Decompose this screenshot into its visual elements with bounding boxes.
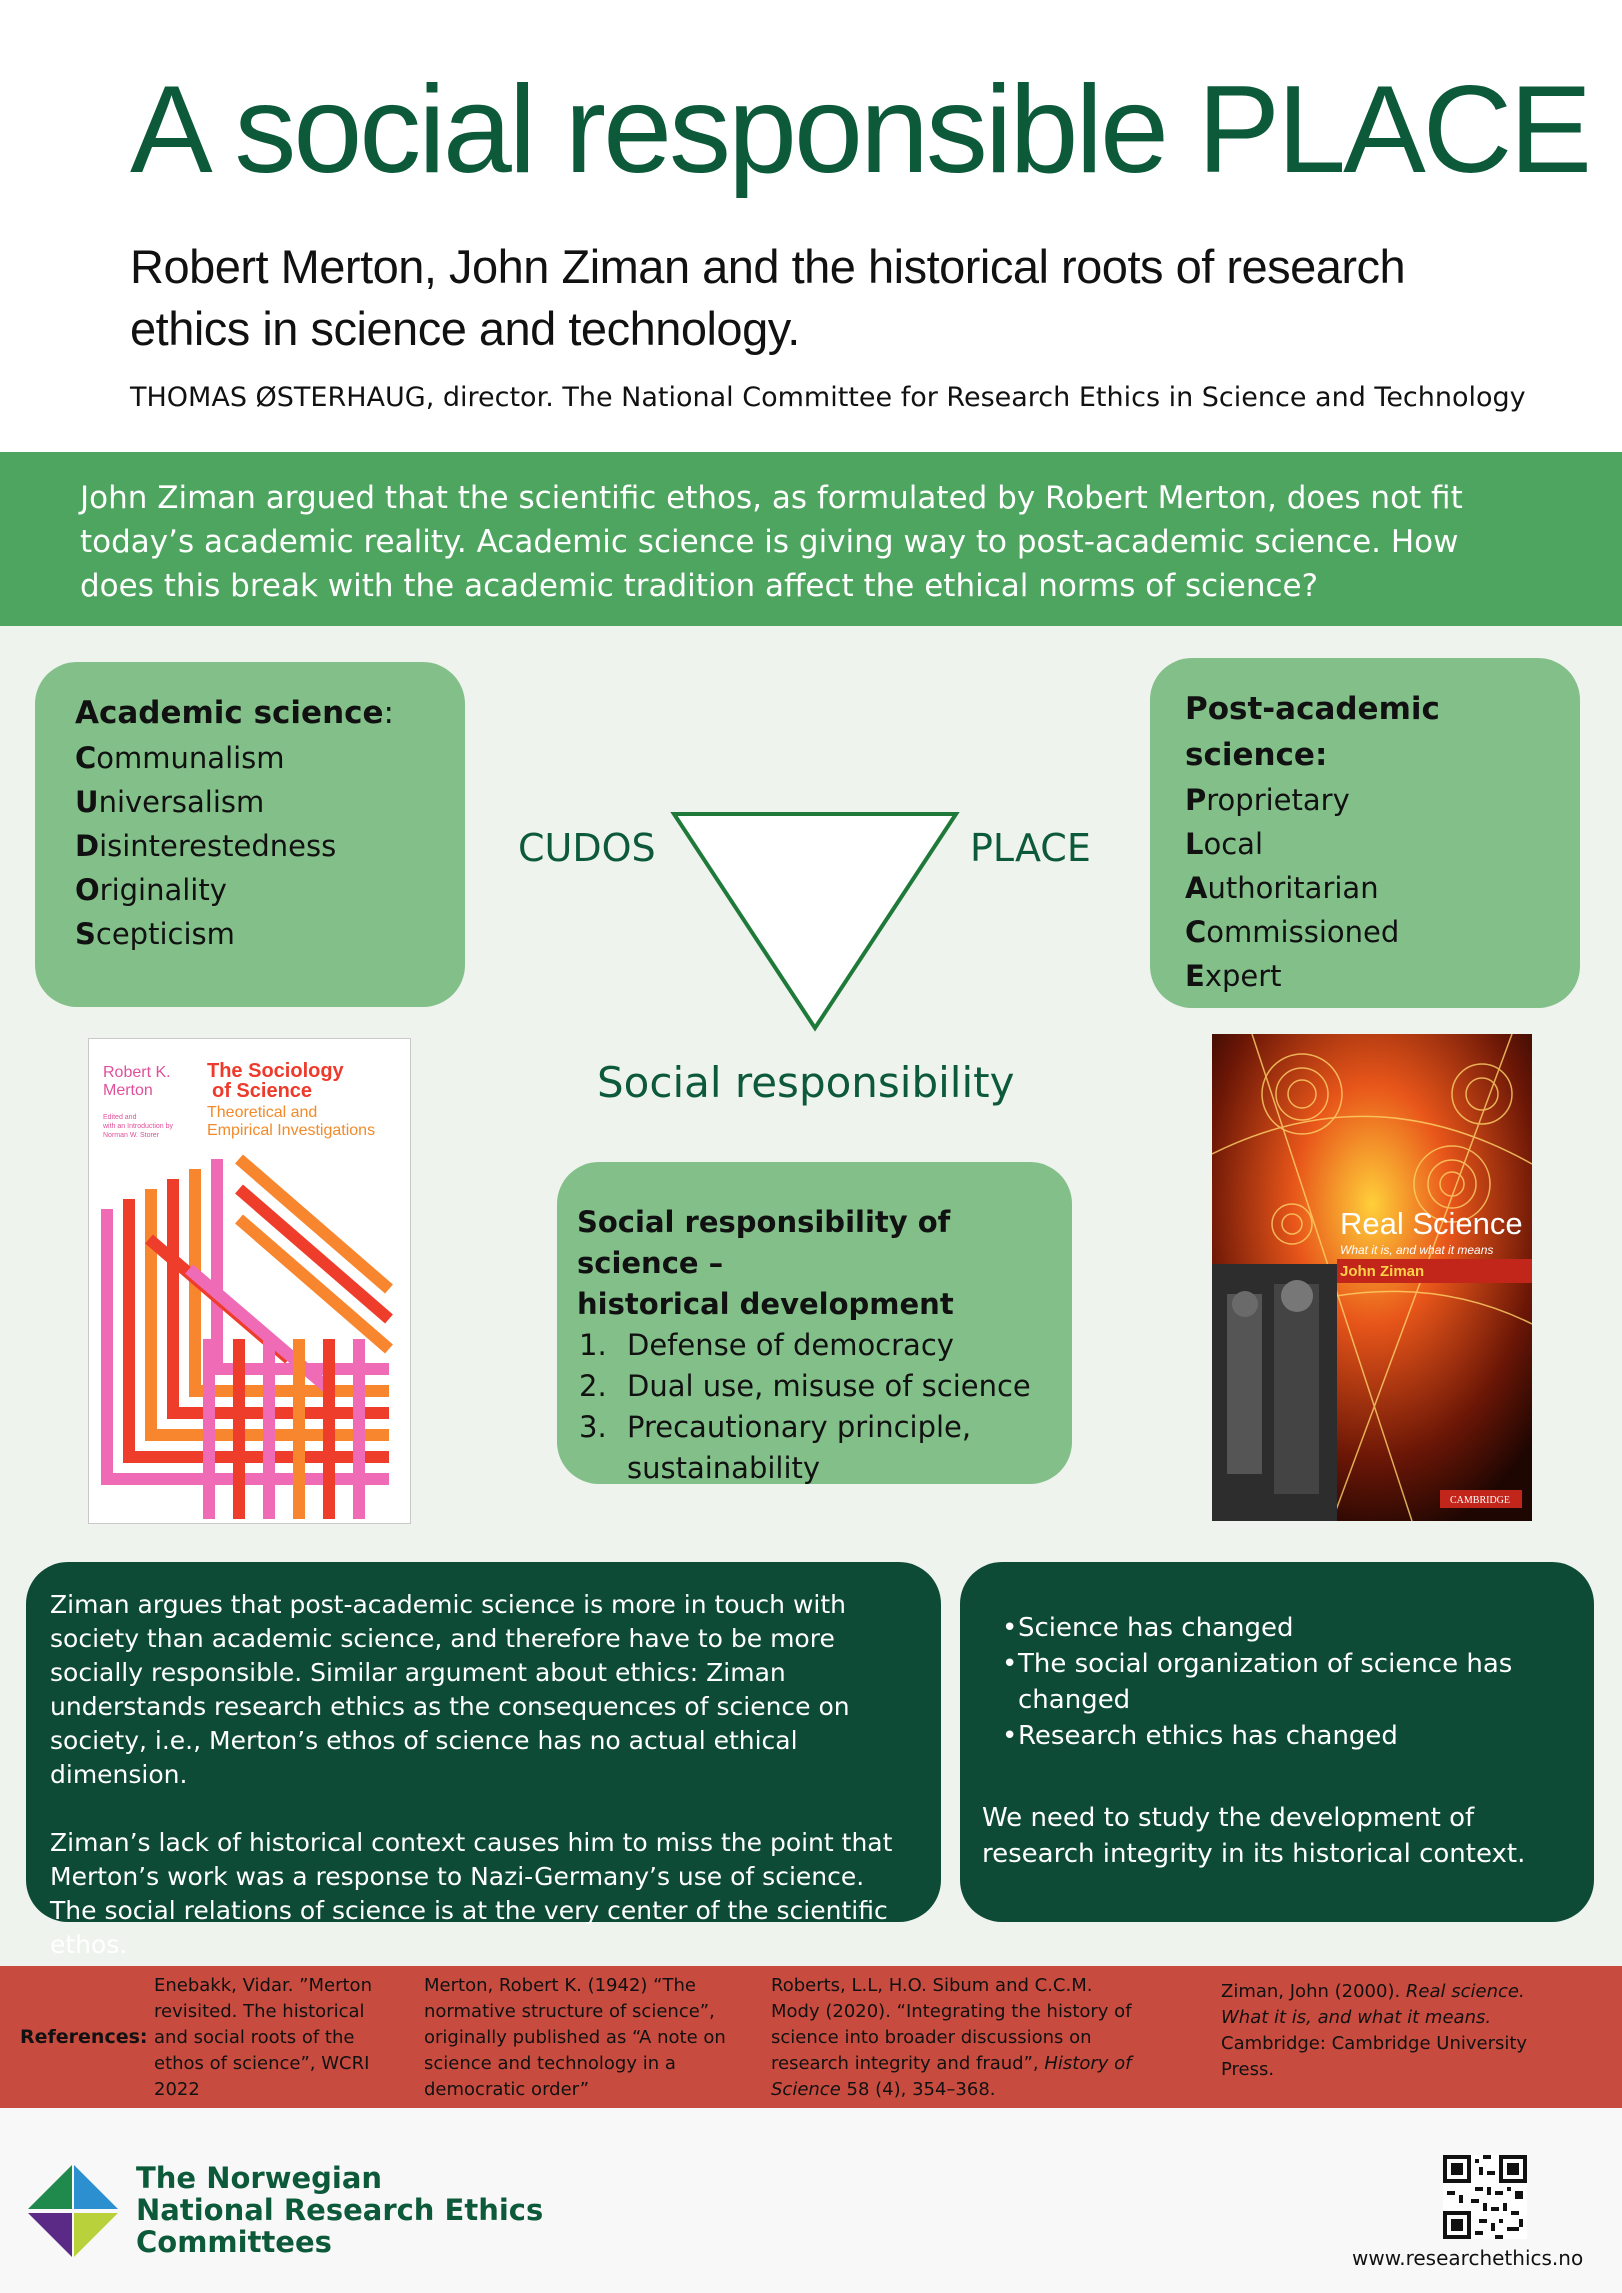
historical-development-box	[557, 1162, 1072, 1484]
author-line: THOMAS ØSTERHAUG, director. The National Committee for Research Ethics in Science and Technology	[130, 382, 1526, 413]
triangle-shape	[674, 814, 956, 1028]
intro-band	[0, 452, 1622, 626]
academic-science-box	[35, 662, 465, 1007]
book-cover-art	[1212, 1034, 1532, 1521]
ziman-argument-box	[26, 1562, 941, 1959]
academic-item: Originality	[75, 873, 227, 907]
ziman-argument-paragraph-1: Ziman argues that post-academic science is more in touch with society than academic science, and therefore have to be more socially responsible. Similar argument about ethics: Ziman understands research ethics as the consequences of science on society, i.e., Merton’s ethos of science has no actual ethical dimension.	[50, 1590, 850, 1789]
sociology-of-science-book-cover	[88, 1038, 411, 1524]
post-academic-item: Local	[1185, 827, 1263, 861]
changes-box	[960, 1562, 1594, 1922]
academic-item: Disinterestedness	[75, 829, 337, 863]
book1-subtitle-line1: Theoretical and	[207, 1104, 318, 1121]
book2-publisher: CAMBRIDGE	[1450, 1495, 1511, 1506]
poster-subtitle: Robert Merton, John Ziman and the historical roots of research ethics in science and technology.	[130, 240, 1406, 355]
book1-title-line1: The Sociology	[207, 1060, 344, 1082]
ziman-argument-paragraph-2: Ziman’s lack of historical context causes him to miss the point that Merton’s work was a response to Nazi-Germany’s use of science. The social relations of science is at the very center of the scientific ethos.	[50, 1828, 893, 1959]
history-item: 3. Precautionary principle,	[579, 1410, 972, 1444]
reference-ziman: Ziman, John (2000). Real science. What it is, and what it means. Cambridge: Cambridge University Press.	[1221, 1981, 1528, 2080]
change-bullet: • Research ethics has changed	[1002, 1721, 1398, 1751]
reference-roberts: Roberts, L.L, H.O. Sibum and C.C.M. Mody (2020). “Integrating the history of science into broader discussions on research integrity and fraud”, History of Science 58 (4), 354–368.	[771, 1975, 1132, 2100]
history-item: sustainability	[627, 1451, 821, 1485]
references-band	[0, 1966, 1622, 2108]
academic-item: Universalism	[75, 785, 265, 819]
conclusion-text: We need to study the development of research integrity in its historical context.	[982, 1803, 1526, 1869]
post-academic-item: Commissioned	[1185, 915, 1400, 949]
reference-enebakk: Enebakk, Vidar. ”Merton revisited. The historical and social roots of the ethos of science”, WCRI 2022	[154, 1975, 372, 2100]
qr-code-icon	[1443, 2155, 1527, 2239]
post-academic-item: Authoritarian	[1185, 871, 1379, 905]
book1-author-line1: Robert K.	[103, 1064, 171, 1081]
book1-title-line2: of Science	[212, 1080, 313, 1102]
post-academic-science-box	[1150, 658, 1580, 1008]
book2-tagline: What it is, and what it means	[1340, 1243, 1494, 1257]
logo-icon	[24, 2163, 120, 2259]
organization-name: The Norwegian National Research Ethics Committees	[136, 2161, 544, 2259]
website-link[interactable]: www.researchethics.no	[1352, 2246, 1584, 2270]
history-item: 1. Defense of democracy	[579, 1328, 954, 1362]
social-responsibility-label: Social responsibility	[597, 1058, 1015, 1107]
poster-title: A social responsible PLACE	[130, 61, 1590, 199]
academic-item: Scepticism	[75, 917, 235, 951]
book2-author: John Ziman	[1340, 1263, 1425, 1280]
book1-editor-line3: Norman W. Storer	[103, 1132, 160, 1139]
history-item: 2. Dual use, misuse of science	[579, 1369, 1031, 1403]
history-heading: Social responsibility of science – historical development	[577, 1205, 954, 1321]
cudos-label: CUDOS	[518, 826, 656, 870]
reference-merton: Merton, Robert K. (1942) “The normative structure of science”, originally published as “A note on science and technology in a democratic order”	[424, 1975, 726, 2100]
references-label: References:	[20, 2026, 148, 2048]
post-academic-heading: Post-academic science:	[1185, 691, 1440, 773]
change-bullet: • The social organization of science has changed	[1002, 1649, 1513, 1715]
book1-editor-line1: Edited and	[103, 1114, 137, 1121]
book1-author-line2: Merton	[103, 1082, 153, 1099]
book1-subtitle-line2: Empirical Investigations	[207, 1122, 376, 1139]
post-academic-item: Expert	[1185, 959, 1282, 993]
post-academic-item: Proprietary	[1185, 783, 1350, 817]
intro-text: John Ziman argued that the scientific ethos, as formulated by Robert Merton, does not fit today’s academic reality. Academic science is giving way to post-academic science. How does this break with the academic tradition affect the ethical norms of science?	[80, 480, 1463, 604]
triangle-diagram	[670, 810, 960, 1036]
book1-editor-line2: with an Introduction by	[103, 1123, 174, 1130]
real-science-book-cover	[1212, 1034, 1532, 1521]
academic-heading: Academic science:	[75, 695, 394, 731]
change-bullet: • Science has changed	[1002, 1613, 1294, 1643]
book2-title: Real Science	[1340, 1206, 1523, 1241]
place-label: PLACE	[970, 826, 1091, 870]
academic-item: Communalism	[75, 741, 285, 775]
book-cover-art	[89, 1039, 411, 1524]
